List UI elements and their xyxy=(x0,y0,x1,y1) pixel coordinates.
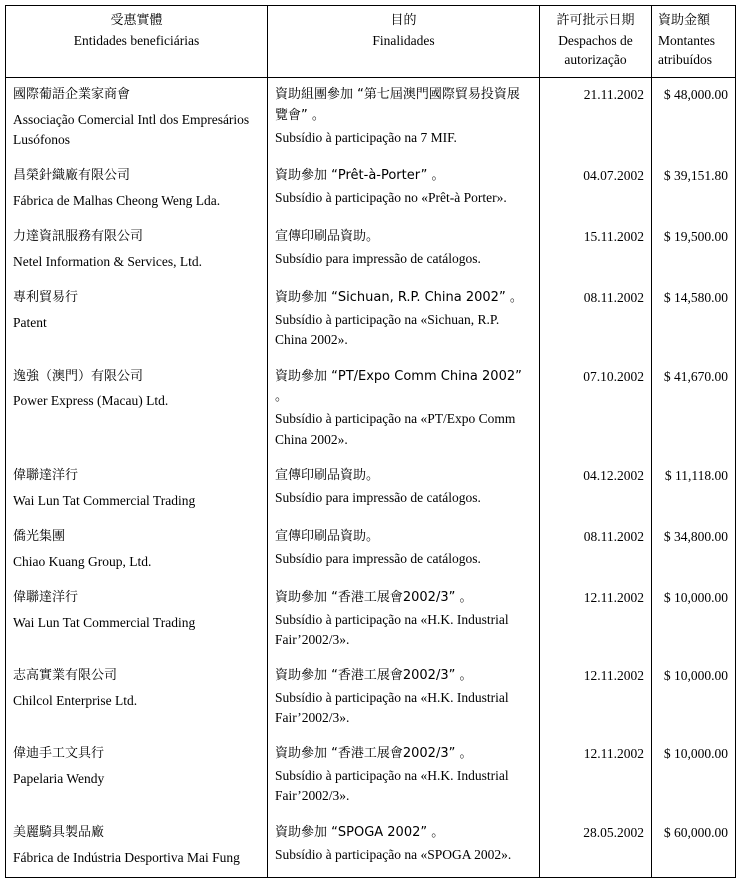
cell-date: 07.10.2002 xyxy=(540,360,652,459)
cell-date: 12.11.2002 xyxy=(540,659,652,737)
purpose-pt: Subsídio à participação na «H.K. Industrial Fair’2002/3». xyxy=(275,611,509,647)
column-header-amount-pt-line2: atribuídos xyxy=(658,52,712,68)
purpose-cn: 資助組團參加 “第七屆澳門國際貿易投資展覽會” 。 xyxy=(275,86,520,123)
cell-amount: $ 10,000.00 xyxy=(652,581,736,659)
column-header-entities-cn: 受惠實體 xyxy=(110,13,163,28)
purpose-cn: 資助參加 “SPOGA 2002” 。 xyxy=(275,824,445,840)
column-header-date xyxy=(540,6,652,78)
table-row xyxy=(6,159,736,220)
cell-date: 28.05.2002 xyxy=(540,816,652,878)
cell-purpose xyxy=(268,77,540,159)
cell-date: 12.11.2002 xyxy=(540,581,652,659)
cell-purpose xyxy=(268,220,540,281)
spacer xyxy=(13,248,260,251)
table-row xyxy=(6,737,736,815)
entity-name-pt: Papelaria Wendy xyxy=(13,771,105,787)
spacer xyxy=(13,765,260,768)
purpose-cn: 資助參加 “Prêt-à-Porter” 。 xyxy=(275,168,445,184)
entity-name-cn: 偉聯達洋行 xyxy=(13,589,79,605)
cell-amount: $ 10,000.00 xyxy=(652,659,736,737)
purpose-pt: Subsídio para impressão de catálogos. xyxy=(275,251,481,267)
cell-purpose xyxy=(268,159,540,220)
purpose-pt: Subsídio à participação na 7 MIF. xyxy=(275,129,457,145)
subsidy-table xyxy=(5,5,736,878)
cell-purpose xyxy=(268,360,540,459)
table-row xyxy=(6,520,736,581)
cell-amount: $ 34,800.00 xyxy=(652,520,736,581)
entity-name-pt: Netel Information & Services, Ltd. xyxy=(13,254,202,270)
entity-name-cn: 力達資訊服務有限公司 xyxy=(13,229,144,245)
cell-purpose xyxy=(268,816,540,878)
column-header-date-pt-line1: Despachos de xyxy=(558,32,633,48)
entity-name-pt: Wai Lun Tat Commercial Trading xyxy=(13,492,196,508)
cell-date: 12.11.2002 xyxy=(540,737,652,815)
spacer xyxy=(13,609,260,612)
purpose-cn: 資助參加 “香港工展會2002/3” 。 xyxy=(275,746,473,762)
cell-date: 04.12.2002 xyxy=(540,459,652,520)
column-header-purpose-pt: Finalidades xyxy=(372,32,435,48)
cell-purpose xyxy=(268,581,540,659)
column-header-purpose-cn: 目的 xyxy=(390,13,417,28)
cell-amount: $ 14,580.00 xyxy=(652,281,736,359)
cell-entity xyxy=(6,459,268,520)
purpose-pt: Subsídio à participação na «PT/Expo Comm China 2002». xyxy=(275,411,516,447)
cell-date: 08.11.2002 xyxy=(540,281,652,359)
purpose-cn: 資助參加 “香港工展會2002/3” 。 xyxy=(275,589,473,605)
entity-name-cn: 偉聯達洋行 xyxy=(13,467,79,483)
entity-name-cn: 專利貿易行 xyxy=(13,290,79,306)
cell-entity xyxy=(6,816,268,878)
document-page xyxy=(0,5,738,865)
purpose-pt: Subsídio para impressão de catálogos. xyxy=(275,550,481,566)
purpose-cn: 資助參加 “PT/Expo Comm China 2002” 。 xyxy=(275,368,522,405)
cell-entity xyxy=(6,581,268,659)
table-row xyxy=(6,360,736,459)
cell-date: 04.07.2002 xyxy=(540,159,652,220)
spacer xyxy=(13,106,260,109)
column-header-amount xyxy=(652,6,736,78)
cell-entity xyxy=(6,281,268,359)
table-row xyxy=(6,281,736,359)
entity-name-pt: Wai Lun Tat Commercial Trading xyxy=(13,614,196,630)
table-header xyxy=(6,6,736,78)
cell-purpose xyxy=(268,659,540,737)
purpose-pt: Subsídio para impressão de catálogos. xyxy=(275,489,481,505)
entity-name-cn: 僑光集團 xyxy=(13,528,66,544)
table-row xyxy=(6,77,736,159)
cell-entity xyxy=(6,737,268,815)
table-header-row xyxy=(6,6,736,78)
spacer xyxy=(13,487,260,490)
cell-entity xyxy=(6,220,268,281)
purpose-cn: 宣傳印刷品資助。 xyxy=(275,528,380,544)
cell-entity xyxy=(6,159,268,220)
purpose-cn: 宣傳印刷品資助。 xyxy=(275,229,380,245)
cell-entity xyxy=(6,360,268,459)
entity-name-cn: 偉迪手工文具行 xyxy=(13,746,105,762)
cell-date: 15.11.2002 xyxy=(540,220,652,281)
spacer xyxy=(13,187,260,190)
entity-name-pt: Chiao Kuang Group, Ltd. xyxy=(13,553,152,569)
entity-name-cn: 逸強（澳門）有限公司 xyxy=(13,368,144,384)
spacer xyxy=(13,548,260,551)
entity-name-pt: Power Express (Macau) Ltd. xyxy=(13,393,169,409)
purpose-pt: Subsídio à participação na «Sichuan, R.P. China 2002». xyxy=(275,312,500,348)
spacer xyxy=(13,387,260,390)
purpose-cn: 資助參加 “Sichuan, R.P. China 2002” 。 xyxy=(275,290,523,306)
entity-name-cn: 志高實業有限公司 xyxy=(13,668,118,684)
purpose-pt: Subsídio à participação no «Prêt-à Porter». xyxy=(275,190,507,206)
cell-purpose xyxy=(268,459,540,520)
table-row xyxy=(6,581,736,659)
entity-name-cn: 美麗騎具製品廠 xyxy=(13,824,105,840)
column-header-entities-pt: Entidades beneficiárias xyxy=(73,32,200,48)
purpose-pt: Subsídio à participação na «SPOGA 2002». xyxy=(275,846,512,862)
table-row xyxy=(6,459,736,520)
entity-name-pt: Fábrica de Indústria Desportiva Mai Fung xyxy=(13,849,240,865)
entity-name-pt: Associação Comercial Intl dos Empresários Lusófonos xyxy=(13,111,250,148)
cell-amount: $ 19,500.00 xyxy=(652,220,736,281)
table-row xyxy=(6,220,736,281)
column-header-amount-pt-line1: Montantes xyxy=(658,32,715,48)
purpose-cn: 資助參加 “香港工展會2002/3” 。 xyxy=(275,668,473,684)
cell-amount: $ 60,000.00 xyxy=(652,816,736,878)
cell-date: 21.11.2002 xyxy=(540,77,652,159)
spacer xyxy=(13,844,260,847)
column-header-date-cn: 許可批示日期 xyxy=(556,13,635,28)
entity-name-cn: 國際葡語企業家商會 xyxy=(13,86,131,102)
purpose-pt: Subsídio à participação na «H.K. Industrial Fair’2002/3». xyxy=(275,689,509,726)
cell-amount: $ 48,000.00 xyxy=(652,77,736,159)
table-row xyxy=(6,816,736,878)
cell-entity xyxy=(6,77,268,159)
table-row xyxy=(6,659,736,737)
purpose-pt: Subsídio à participação na «H.K. Industrial Fair’2002/3». xyxy=(275,768,509,804)
cell-entity xyxy=(6,520,268,581)
column-header-entities xyxy=(6,6,268,78)
spacer xyxy=(13,687,260,690)
column-header-purpose xyxy=(268,6,540,78)
cell-entity xyxy=(6,659,268,737)
column-header-amount-cn: 資助金額 xyxy=(658,13,711,28)
entity-name-pt: Fábrica de Malhas Cheong Weng Lda. xyxy=(13,193,221,209)
cell-amount: $ 11,118.00 xyxy=(652,459,736,520)
entity-name-pt: Chilcol Enterprise Ltd. xyxy=(13,692,138,708)
cell-date: 08.11.2002 xyxy=(540,520,652,581)
cell-amount: $ 39,151.80 xyxy=(652,159,736,220)
cell-amount: $ 10,000.00 xyxy=(652,737,736,815)
table-body xyxy=(6,77,736,877)
cell-amount: $ 41,670.00 xyxy=(652,360,736,459)
cell-purpose xyxy=(268,737,540,815)
spacer xyxy=(13,309,260,312)
entity-name-pt: Patent xyxy=(13,315,47,331)
purpose-cn: 宣傳印刷品資助。 xyxy=(275,467,380,483)
cell-purpose xyxy=(268,520,540,581)
entity-name-cn: 昌榮針織廠有限公司 xyxy=(13,168,131,184)
cell-purpose xyxy=(268,281,540,359)
column-header-date-pt-line2: autorização xyxy=(564,52,627,68)
